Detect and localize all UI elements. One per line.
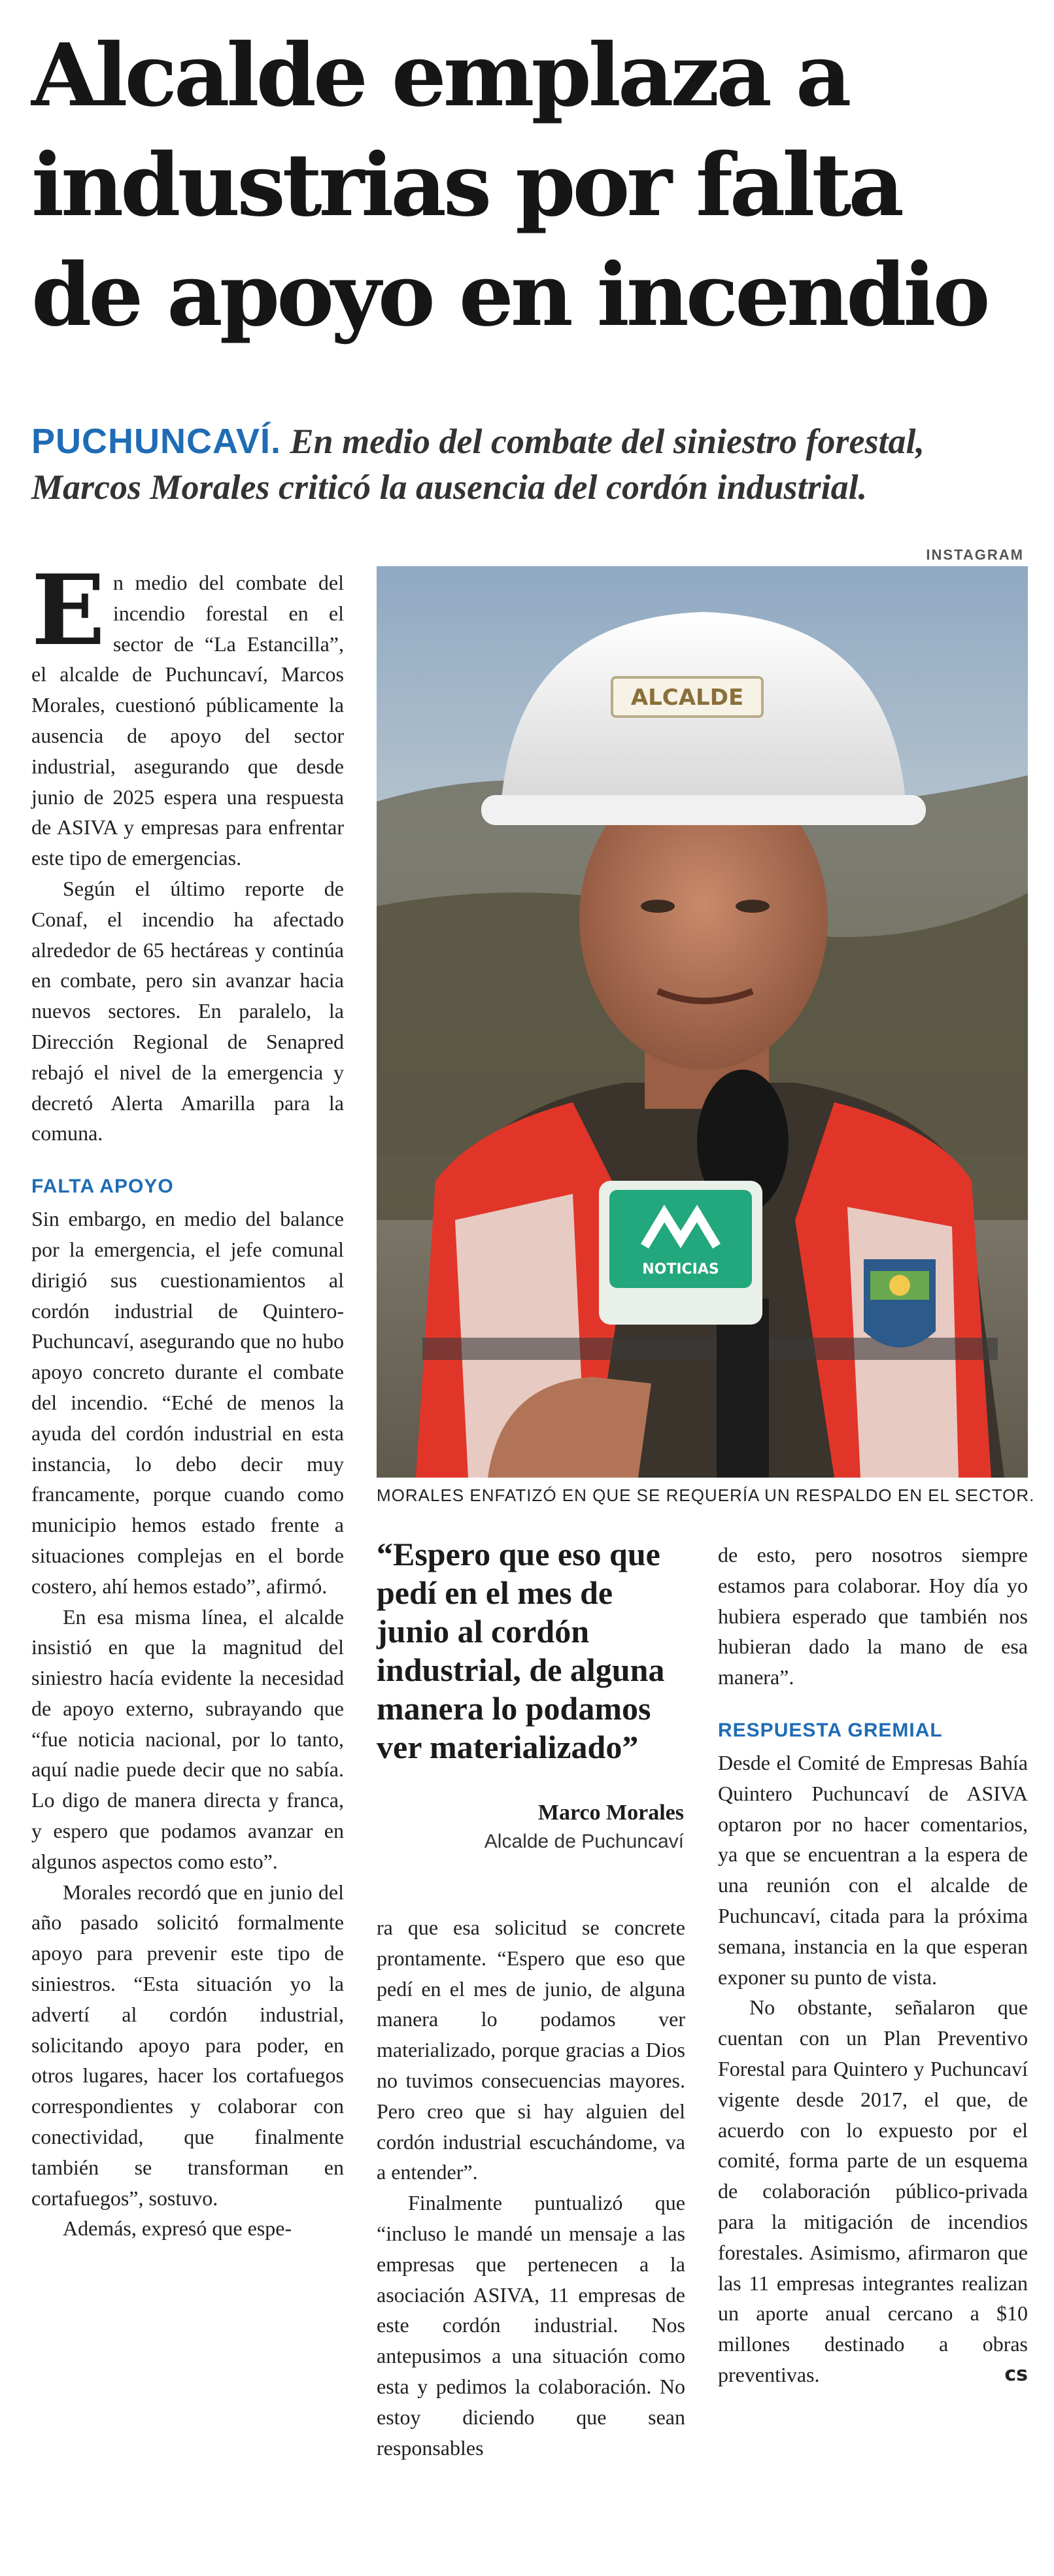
body-paragraph-5: Morales recordó que en junio del año pasado solicitó formalmente apoyo para prevenir este tipo de siniestros. “Esta situación yo la advertí al cordón industrial, solicitando apoyo para poder, en otros lugares, hacer los cortafuegos correspondientes y colaborar con conectividad, que finalmente también se transforman en cortafuegos”, sostuvo. [31, 1880, 344, 2210]
pull-quote-role: Alcalde de Puchuncaví [484, 1831, 684, 1852]
pull-quote-author: Marco Morales [537, 1801, 684, 1825]
body-paragraph-7: ra que esa solicitud se concrete prontamente. “Espero que eso que pedí en el mes de junio, de alguna manera lo podamos ver materializado, porque gracias a Dios no tuvimos consecuencias mayores. Pero creo que si hay alguien del cordón industrial escuchándome, va a entender”. [377, 1916, 685, 2184]
body-column-2 [377, 1912, 685, 2463]
body-column-1 [31, 553, 344, 2244]
helmet-label: ALCALDE [630, 685, 744, 711]
subhead-respuesta-gremial: RESPUESTA GREMIAL [718, 1719, 943, 1741]
body-paragraph-11-text: No obstante, señalaron que cuentan con un Plan Preventivo Forestal para Quintero y Puchuncaví vigente desde 2017, el que, de acuerdo con lo expuesto por el comité, forma parte de un esquema de colaboración público-privada para la mitigación de incendios forestales. Asimismo, afirmaron que las 11 empresas integrantes realizan un aporte anual cercano a $10 millones destinado a obras preventivas. [718, 1995, 1028, 2386]
photo-caption: MORALES ENFATIZÓ EN QUE SE REQUERÍA UN RESPALDO EN EL SECTOR. [377, 1485, 1035, 1505]
body-paragraph-4: En esa misma línea, el alcalde insistió en que la magnitud del siniestro hacía evidente la necesidad de apoyo externo, subrayando que “fue noticia nacional, por lo tanto, aquí nadie puede decir que no sabía. Lo digo de manera directa y franca, y espero que podamos avanzar en algunos aspectos como esto”. [31, 1604, 344, 1873]
article-photo [377, 566, 1028, 1478]
pull-quote: “Espero que eso que pedí en el mes de junio al cordón industrial, de alguna manera lo podamos ver materializado” [377, 1536, 665, 1765]
headline-line-3: de apoyo en incendio [31, 245, 987, 346]
body-paragraph-11 [718, 1992, 1028, 2390]
mic-label: NOTICIAS [642, 1261, 719, 1278]
microphone-flag [599, 1181, 762, 1325]
body-paragraph-9: de esto, pero nosotros siempre estamos para colaborar. Hoy día yo hubiera esperado que también nos hubieran dado la mano de esa manera”. [718, 1543, 1028, 1689]
body-paragraph-10: Desde el Comité de Empresas Bahía Quintero Puchuncaví de ASIVA optaron por no hacer comentarios, ya que se encuentran a la espera de una reunión con el alcalde de Puchuncaví, citada para la próxima semana, instancia en la que esperan exponer su punto de vista. [718, 1750, 1028, 1989]
lead-paragraph [31, 418, 1038, 510]
body-paragraph-1-text: n medio del combate del incendio forestal en el sector de “La Estancilla”, el alcalde de Puchuncaví, Marcos Morales, cuestionó públicamente la ausencia de apoyo del sector industrial, asegurando que desde junio de 2025 espera una respuesta de ASIVA y empresas para enfrentar este tipo de emergencias. [31, 571, 344, 870]
lead-line-2: Marcos Morales criticó la ausencia del cordón industrial. [31, 467, 868, 507]
headline-line-2: industrias por falta [31, 135, 901, 236]
photo-credit: INSTAGRAM [926, 547, 1024, 563]
body-paragraph-6: Además, expresó que espe- [63, 2216, 292, 2241]
subhead-falta-apoyo: FALTA APOYO [31, 1176, 174, 1198]
body-paragraph-1 [31, 553, 344, 873]
headline-line-1: Alcalde emplaza a [31, 25, 849, 126]
end-mark: cs [1004, 2362, 1028, 2386]
body-paragraph-8: Finalmente puntualizó que “incluso le mandé un mensaje a las empresas que pertenecen a la asociación ASIVA, 11 empresas de este cordón industrial. Nos antepusimos a una situación como esta y pedimos la colaboración. No estoy diciendo que sean responsables [377, 2191, 685, 2460]
lead-text-1: En medio del combate del siniestro forestal, [290, 422, 925, 461]
headline [31, 21, 1038, 350]
body-column-3 [718, 1540, 1028, 2390]
drop-cap: E [31, 553, 105, 667]
location-kicker: PUCHUNCAVÍ. [31, 422, 282, 461]
lead-line-1 [31, 418, 1038, 464]
body-paragraph-2: Según el último reporte de Conaf, el incendio ha afectado alrededor de 65 hectáreas y continúa en combate, pero sin avanzar hacia nuevos sectores. En paralelo, la Dirección Regional de Senapred rebajó el nivel de la emergencia y decretó Alerta Amarilla para la comuna. [31, 876, 344, 1145]
body-paragraph-3: Sin embargo, en medio del balance por la emergencia, el jefe comunal dirigió sus cuestionamientos al cordón industrial de Quintero-Puchuncaví, asegurando que no hubo apoyo concreto durante el combate del incendio. “Eché de menos la ayuda del cordón industrial en esta instancia, lo debo decir muy francamente, porque cuando como municipio hemos estado frente a situaciones complejas en el borde costero, ahí hemos estado”, afirmó. [31, 1207, 344, 1598]
